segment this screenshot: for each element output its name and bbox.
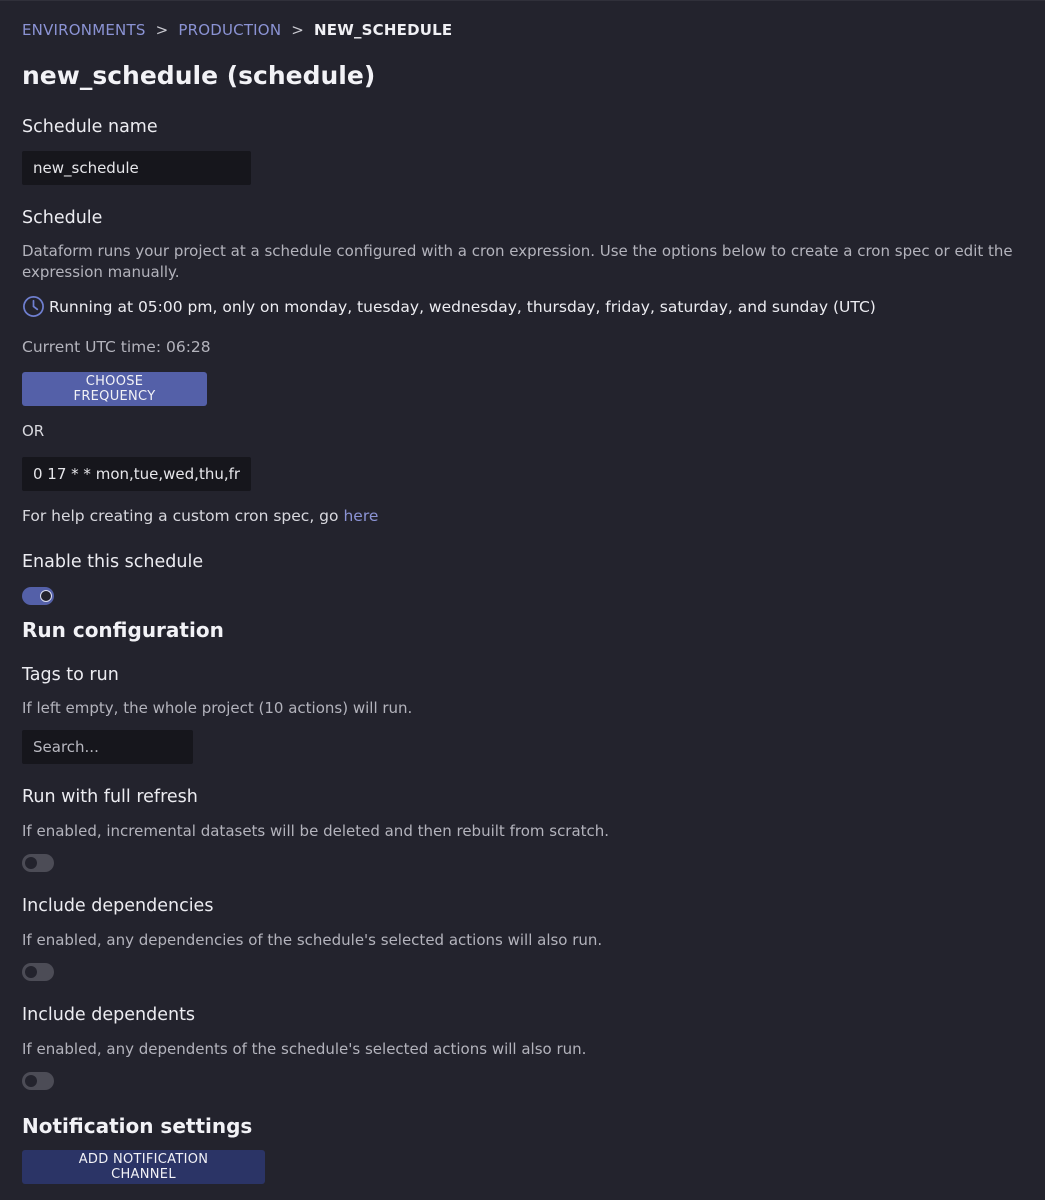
cron-help-link[interactable]: here: [343, 507, 379, 525]
notification-settings-title: Notification settings: [22, 1114, 253, 1138]
cron-expression-input[interactable]: [22, 457, 251, 491]
include-dependents-label: Include dependents: [22, 1005, 196, 1025]
schedule-label: Schedule: [22, 208, 103, 228]
cron-help: [22, 507, 378, 525]
include-dependents-description: If enabled, any dependents of the schedule's selected actions will also run.: [22, 1040, 587, 1058]
schedule-summary: [22, 295, 876, 318]
full-refresh-description: If enabled, incremental datasets will be deleted and then rebuilt from scratch.: [22, 822, 610, 840]
include-dependencies-toggle[interactable]: [22, 963, 54, 981]
include-dependencies-description: If enabled, any dependencies of the schedule's selected actions will also run.: [22, 931, 603, 949]
or-separator: OR: [22, 422, 45, 440]
schedule-name-input[interactable]: [22, 151, 251, 185]
tags-to-run-description: If left empty, the whole project (10 actions) will run.: [22, 699, 413, 717]
add-notification-channel-button[interactable]: ADD NOTIFICATION CHANNEL: [22, 1150, 265, 1184]
enable-schedule-label: Enable this schedule: [22, 552, 204, 572]
breadcrumb: [22, 21, 452, 39]
toggle-knob: [25, 1075, 37, 1087]
breadcrumb-production[interactable]: PRODUCTION: [178, 21, 282, 39]
cron-help-text: For help creating a custom cron spec, go: [22, 507, 339, 525]
tags-to-run-label: Tags to run: [22, 665, 119, 685]
breadcrumb-environments[interactable]: ENVIRONMENTS: [22, 21, 146, 39]
toggle-knob: [40, 590, 52, 602]
include-dependents-toggle[interactable]: [22, 1072, 54, 1090]
clock-icon: [22, 295, 49, 318]
run-configuration-title: Run configuration: [22, 618, 224, 642]
toggle-knob: [25, 966, 37, 978]
full-refresh-label: Run with full refresh: [22, 787, 198, 807]
breadcrumb-separator: >: [155, 21, 169, 39]
schedule-name-label: Schedule name: [22, 117, 158, 137]
breadcrumb-separator: >: [291, 21, 305, 39]
tags-search-input[interactable]: [22, 730, 193, 764]
full-refresh-toggle[interactable]: [22, 854, 54, 872]
schedule-description: Dataform runs your project at a schedule configured with a cron expression. Use the options below to create a cron spec or edit the expression manually.: [22, 242, 1013, 281]
breadcrumb-current: NEW_SCHEDULE: [314, 21, 453, 39]
include-dependencies-label: Include dependencies: [22, 896, 214, 916]
choose-frequency-button[interactable]: CHOOSE FREQUENCY: [22, 372, 207, 406]
current-utc-time: Current UTC time: 06:28: [22, 338, 211, 356]
page-title: new_schedule (schedule): [22, 61, 376, 90]
enable-schedule-toggle[interactable]: [22, 587, 54, 605]
schedule-summary-text: Running at 05:00 pm, only on monday, tuesday, wednesday, thursday, friday, saturday, and sunday (UTC): [49, 297, 876, 316]
toggle-knob: [25, 857, 37, 869]
